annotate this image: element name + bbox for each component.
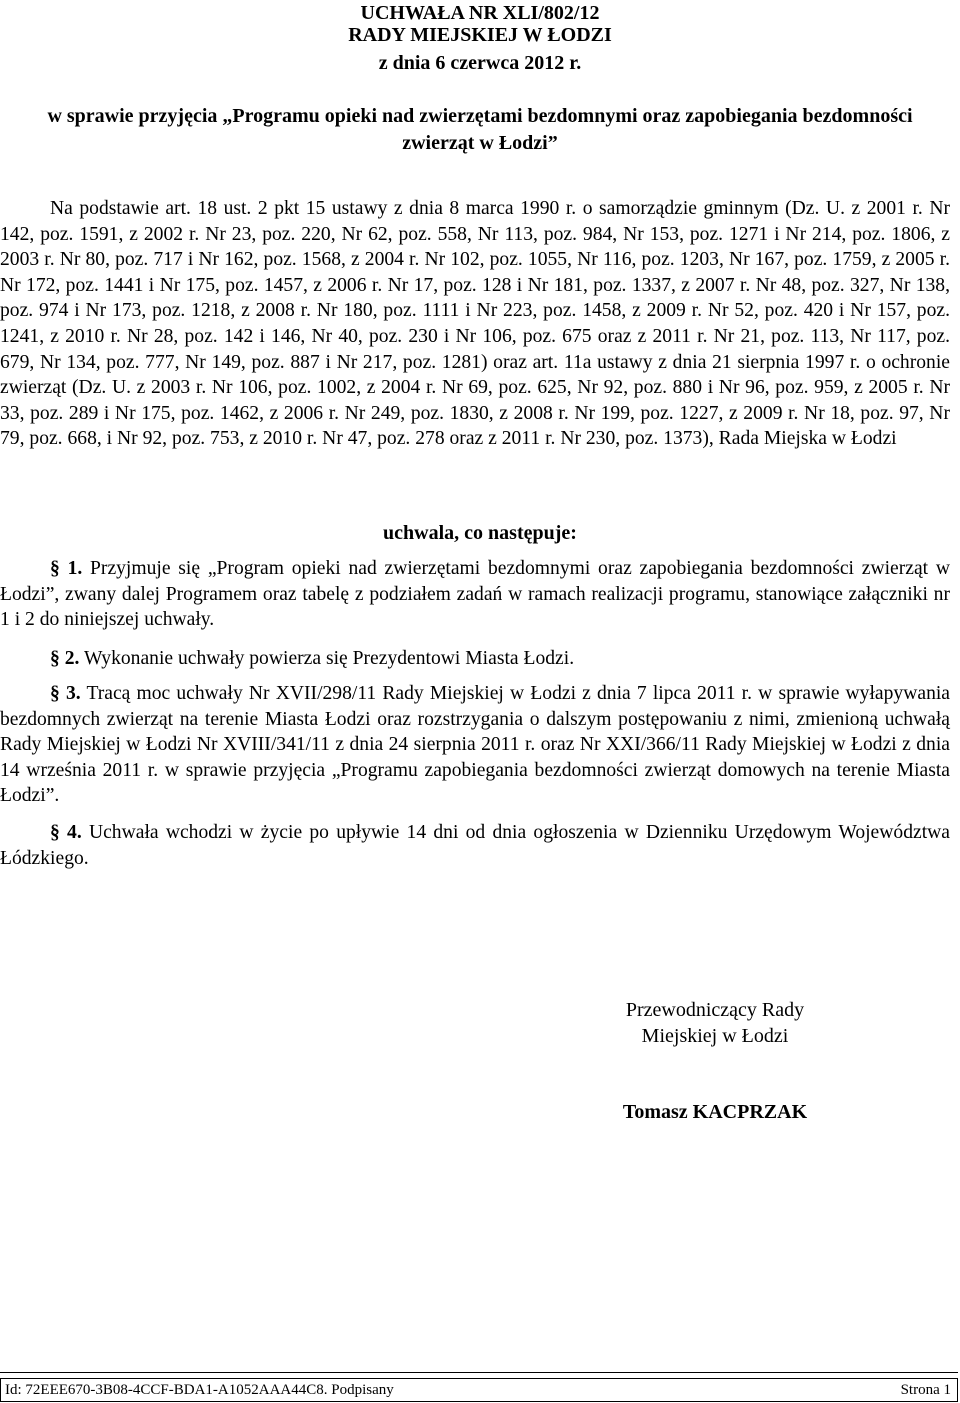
paragraph-1 (0, 556, 950, 633)
paragraph-3 (0, 681, 950, 809)
paragraph-number: § 2. (50, 648, 80, 669)
paragraph-number: § 1. (50, 558, 83, 579)
paragraph-text: Przyjmuje się „Program opieki nad zwierzętami bezdomnymi oraz zapobiegania bezdomności zwierząt w Łodzi”, zwany dalej Programem oraz tabelę z podziałem zadań w ramach realizacji programu, stanowiące załączniki nr 1 i 2 do niniejszej uchwały. (0, 558, 951, 631)
signatory-title-line-1: Przewodniczący Rady (625, 999, 805, 1021)
paragraph-number: § 3. (50, 683, 81, 704)
paragraph-text: Wykonanie uchwały powierza się Prezydentowi Miasta Łodzi. (79, 648, 575, 669)
paragraph-number: § 4. (50, 822, 82, 843)
paragraph-text: Uchwała wchodzi w życie po upływie 14 dni od dnia ogłoszenia w Dzienniku Urzędowym Województwa Łódzkiego. (0, 822, 950, 869)
signatory-title-line-2: Miejskiej w Łodzi (641, 1025, 789, 1047)
footer-bar (0, 1378, 958, 1402)
legal-basis-preamble: Na podstawie art. 18 ust. 2 pkt 15 ustawy z dnia 8 marca 1990 r. o samorządzie gminnym (Dz. U. z 2001 r. Nr 142, poz. 1591, z 2002 r. Nr 23, poz. 220, Nr 62, poz. 558, Nr 113, poz. 984, Nr 153, poz. 1271 i Nr 214, poz. 1806, z 2003 r. Nr 80, poz. 717 i Nr 162, poz. 1568, z 2004 r. Nr 102, poz. 1055, Nr 116, poz. 1203, Nr 167, poz. 1759, z 2005 r. Nr 172, poz. 1441 i Nr 175, poz. 1457, z 2006 r. Nr 17, poz. 128 i Nr 181, poz. 1337, z 2007 r. Nr 48, poz. 327, Nr 138, poz. 974 i Nr 173, poz. 1218, z 2008 r. Nr 180, poz. 1111 i Nr 223, poz. 1458, z 2009 r. Nr 52, poz. 420 i Nr 157, poz. 1241, z 2010 r. Nr 28, poz. 142 i 146, Nr 40, poz. 230 i Nr 106, poz. 675 oraz z 2011 r. Nr 21, poz. 113, Nr 117, poz. 679, Nr 134, poz. 777, Nr 149, poz. 887 i Nr 217, poz. 1281) oraz art. 11a ustawy z dnia 21 sierpnia 1997 r. o ochronie zwierząt (Dz. U. z 2003 r. Nr 106, poz. 1002, z 2004 r. Nr 69, poz. 625, Nr 92, poz. 880 i Nr 96, poz. 959, z 2005 r. Nr 33, poz. 289 i Nr 175, poz. 1462, z 2006 r. Nr 249, poz. 1830, z 2008 r. Nr 199, poz. 1227, z 2009 r. Nr 18, poz. 97, Nr 79, poz. 668, i Nr 92, poz. 753, z 2010 r. Nr 47, poz. 278 oraz z 2011 r. Nr 230, poz. 1373), Rada Miejska w Łodzi (0, 198, 950, 450)
page-number: Strona 1 (900, 1382, 951, 1398)
footer-divider (0, 1372, 958, 1373)
signatory-title (600, 997, 830, 1049)
document-id: Id: 72EEE670-3B08-4CCF-BDA1-A1052AAA44C8. Podpisany (5, 1382, 394, 1398)
resolution-subject: w sprawie przyjęcia „Programu opieki nad zwierzętami bezdomnymi oraz zapobiegania bezdomności zwierząt w Łodzi” (47, 105, 913, 154)
paragraph-text: Tracą moc uchwały Nr XVII/298/11 Rady Miejskiej w Łodzi z dnia 7 lipca 2011 r. w sprawie wyłapywania bezdomnych zwierząt na terenie Miasta Łodzi oraz rozstrzygania o dalszym postępowaniu z nimi, zmienioną uchwałą Rady Miejskiej w Łodzi Nr XVIII/341/11 z dnia 24 sierpnia 2011 r. oraz Nr XXI/366/11 Rady Miejskiej w Łodzi z dnia 14 września 2011 r. w sprawie przyjęcia „Programu zapobiegania bezdomności zwierząt domowych na terenie Miasta Łodzi”. (0, 683, 951, 807)
council-name: RADY MIEJSKIEJ W ŁODZI (348, 24, 612, 46)
resolution-date: z dnia 6 czerwca 2012 r. (378, 52, 582, 74)
resolution-number: UCHWAŁA NR XLI/802/12 (360, 2, 600, 24)
paragraph-4 (0, 820, 950, 871)
signatory-name: Tomasz KACPRZAK (622, 1101, 808, 1123)
resolves-heading: uchwala, co następuje: (383, 522, 577, 544)
paragraph-2 (0, 646, 950, 672)
